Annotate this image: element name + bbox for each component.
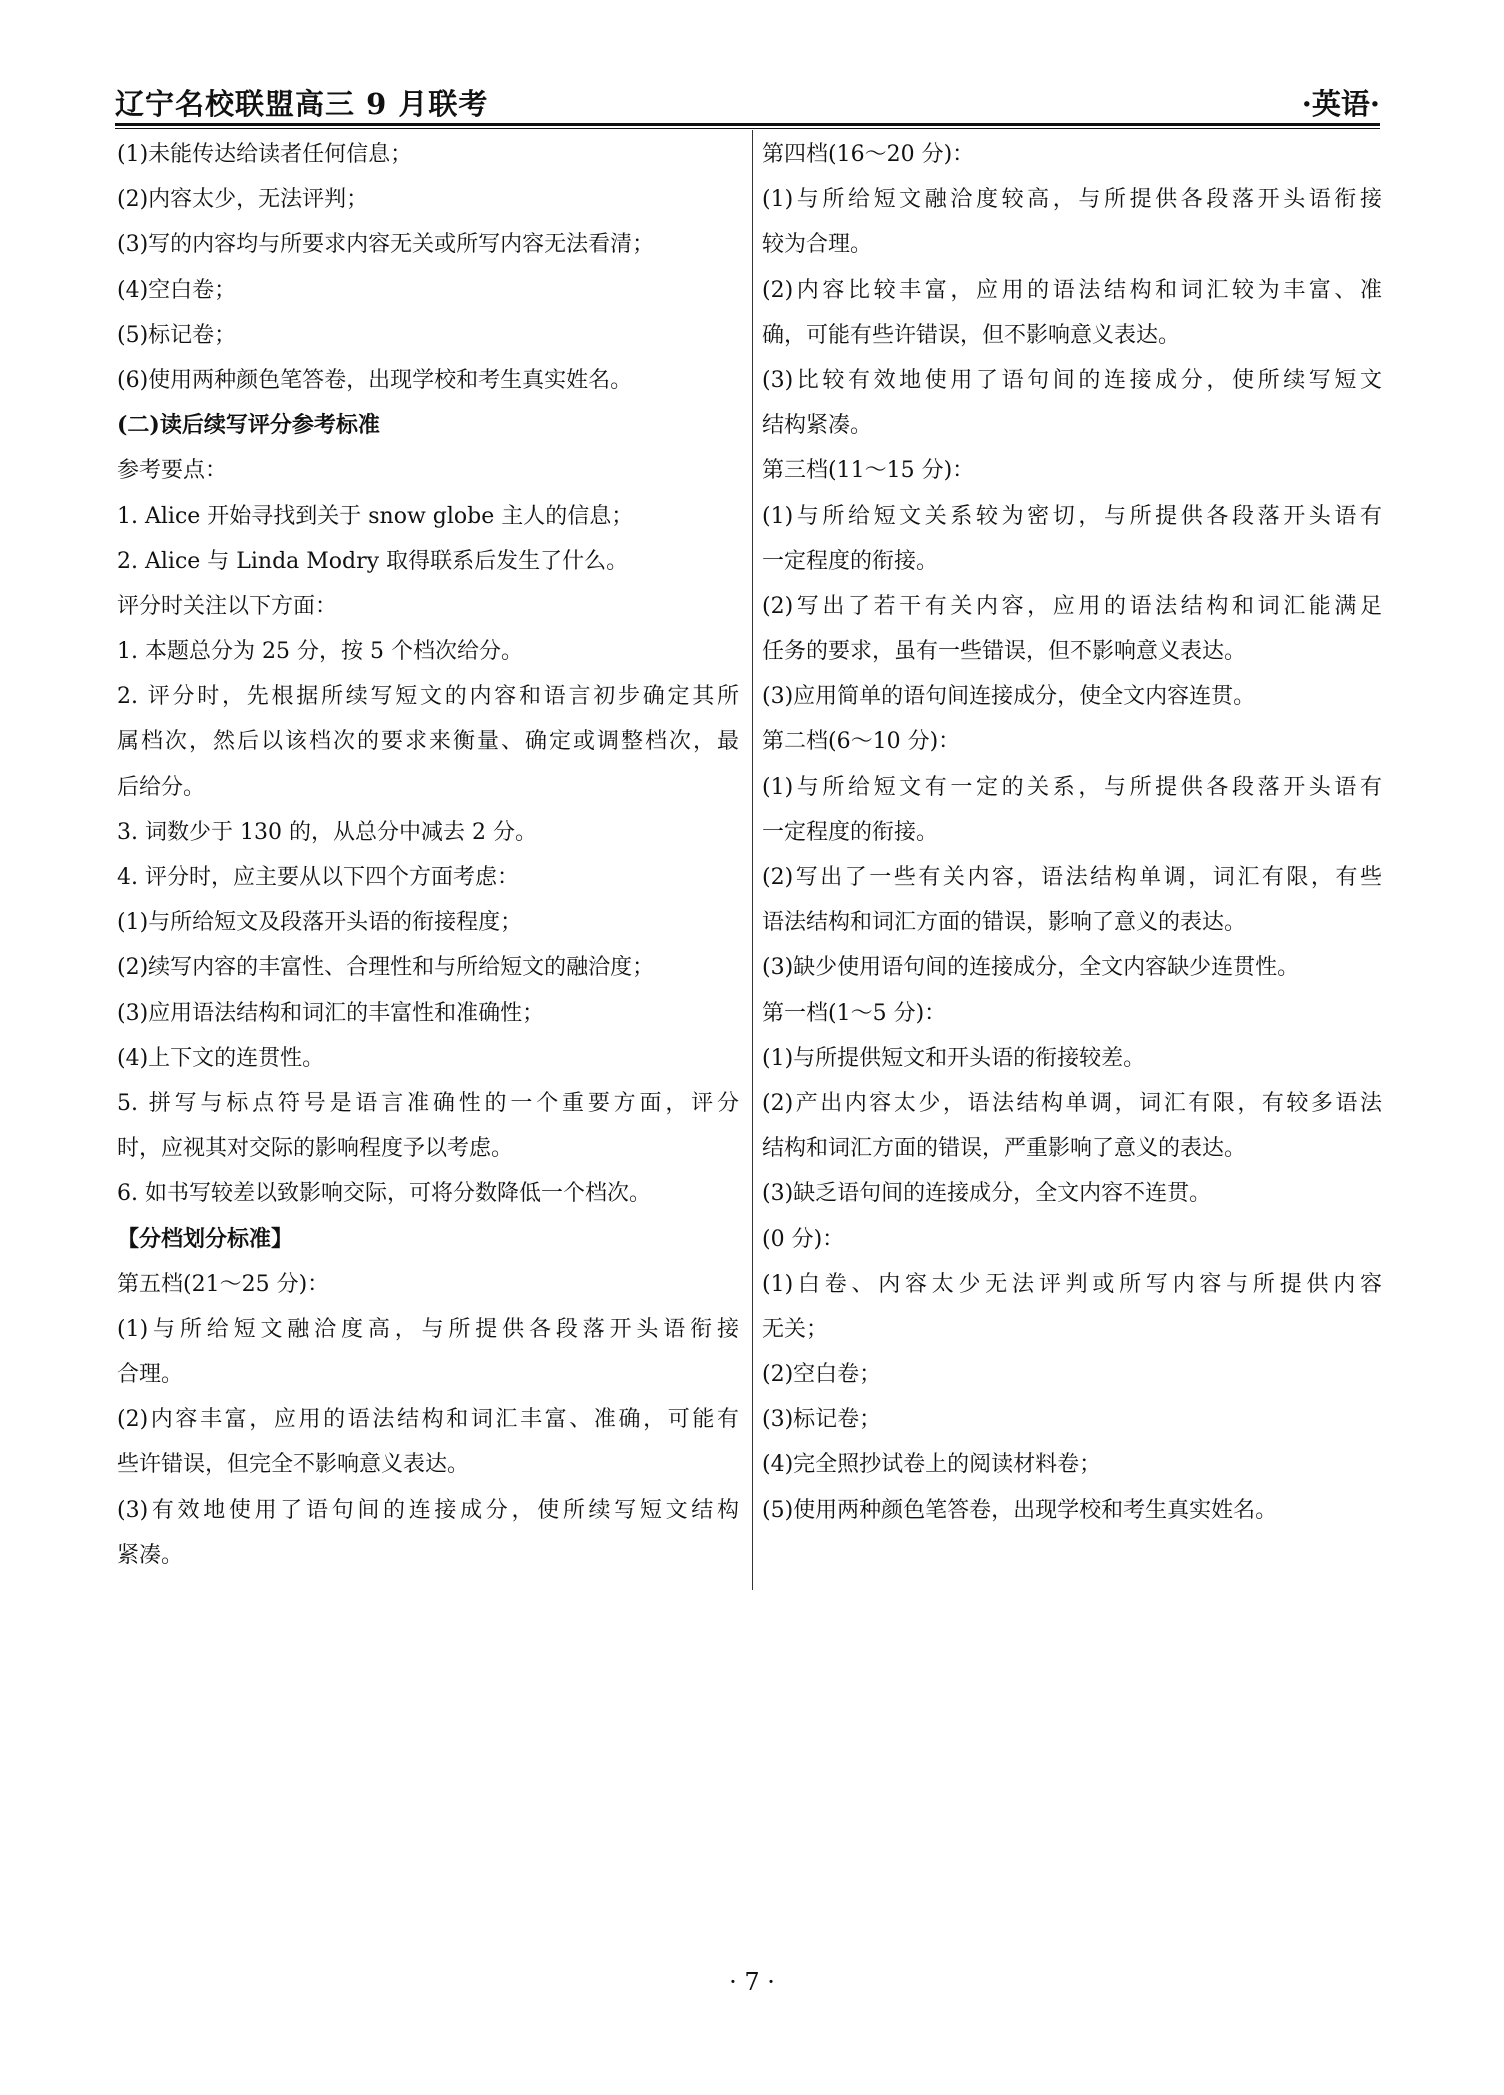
text-line: (2)续写内容的丰富性、合理性和与所给短文的融洽度； [117, 955, 655, 981]
text-line: (5)使用两种颜色笔答卷，出现学校和考生真实姓名。 [762, 1497, 1278, 1523]
text-line: 后给分。 [117, 774, 206, 800]
text-line: (1)与所给短文融洽度较高，与所提供各段落开头语衔接 [762, 187, 1382, 213]
text-line: 第一档(1～5 分)： [762, 1000, 947, 1026]
left-column [117, 132, 739, 1578]
text-line: 些许错误，但完全不影响意义表达。 [117, 1452, 470, 1478]
text-line: (2)写出了若干有关内容，应用的语法结构和词汇能满足 [762, 593, 1382, 619]
text-line: (3)应用简单的语句间连接成分，使全文内容连贯。 [762, 684, 1256, 710]
text-line: (2)内容比较丰富，应用的语法结构和词汇较为丰富、准 [762, 277, 1382, 303]
header-rule-thin [115, 128, 1380, 129]
section-heading: 【分档划分标准】 [117, 1225, 294, 1252]
text-line: (0 分)： [762, 1226, 845, 1252]
text-line: (2)写出了一些有关内容，语法结构单调，词汇有限，有些 [762, 865, 1382, 890]
text-line: 参考要点： [117, 458, 228, 484]
text-line: (2)产出内容太少，语法结构单调，词汇有限，有较多语法 [762, 1090, 1382, 1116]
text-line: (1)白卷、内容太少无法评判或所写内容与所提供内容 [762, 1271, 1382, 1297]
text-line: (2)内容太少，无法评判； [117, 187, 369, 213]
header-rule-thick [115, 123, 1380, 126]
text-line: 第五档(21～25 分)： [117, 1271, 330, 1297]
text-line: 语法结构和词汇方面的错误，影响了意义的表达。 [762, 910, 1247, 936]
text-line: (1)与所给短文关系较为密切，与所提供各段落开头语有 [762, 503, 1382, 529]
text-line: 3. 词数少于 130 的，从总分中减去 2 分。 [117, 819, 537, 845]
text-line: (3)缺少使用语句间的连接成分，全文内容缺少连贯性。 [762, 955, 1300, 981]
text-line: 结构和词汇方面的错误，严重影响了意义的表达。 [762, 1136, 1247, 1162]
text-line: (2)空白卷； [762, 1362, 882, 1388]
text-line: (4)空白卷； [117, 277, 237, 303]
text-line: 属档次，然后以该档次的要求来衡量、确定或调整档次，最 [117, 729, 739, 755]
text-line: (3)应用语法结构和词汇的丰富性和准确性； [117, 1000, 545, 1026]
text-line: (1)与所提供短文和开头语的衔接较差。 [762, 1045, 1146, 1071]
text-line: 评分时关注以下方面： [117, 593, 338, 619]
text-line: 6. 如书写较差以致影响交际，可将分数降低一个档次。 [117, 1181, 651, 1207]
text-line: (3)有效地使用了语句间的连接成分，使所续写短文结构 [117, 1497, 739, 1523]
text-line: 合理。 [117, 1362, 184, 1388]
page-header [115, 82, 1380, 122]
text-line: 第四档(16～20 分)： [762, 142, 975, 167]
text-line: 第三档(11～15 分)： [762, 458, 975, 484]
text-line: 较为合理。 [762, 232, 873, 258]
text-line: (1)与所给短文有一定的关系，与所提供各段落开头语有 [762, 774, 1382, 800]
text-line: (3)缺乏语句间的连接成分，全文内容不连贯。 [762, 1181, 1212, 1207]
text-line: (4)上下文的连贯性。 [117, 1045, 325, 1071]
page-number: · 7 · [729, 1968, 775, 1996]
text-line: 5. 拼写与标点符号是语言准确性的一个重要方面，评分 [117, 1090, 739, 1116]
exam-title: 辽宁名校联盟高三 9 月联考 [115, 87, 489, 121]
text-line: (4)完全照抄试卷上的阅读材料卷； [762, 1452, 1102, 1478]
subject-label: ·英语· [1301, 87, 1380, 121]
text-line: (1)与所给短文融洽度高，与所提供各段落开头语衔接 [117, 1316, 739, 1342]
column-divider [752, 130, 753, 1590]
section-heading: (二)读后续写评分参考标准 [117, 412, 380, 439]
text-line: (1)未能传达给读者任何信息； [117, 142, 413, 167]
text-line: 任务的要求，虽有一些错误，但不影响意义表达。 [762, 639, 1247, 665]
text-line: 第二档(6～10 分)： [762, 729, 961, 755]
text-line: 2. 评分时，先根据所续写短文的内容和语言初步确定其所 [117, 684, 739, 710]
text-line: 一定程度的衔接。 [762, 819, 939, 845]
text-line: (3)比较有效地使用了语句间的连接成分，使所续写短文 [762, 367, 1382, 393]
text-line: (2)内容丰富，应用的语法结构和词汇丰富、准确，可能有 [117, 1407, 739, 1433]
text-line: 结构紧凑。 [762, 413, 873, 439]
text-line: (3)标记卷； [762, 1407, 882, 1433]
text-line: (6)使用两种颜色笔答卷，出现学校和考生真实姓名。 [117, 367, 633, 393]
text-line: 1. Alice 开始寻找到关于 snow globe 主人的信息； [117, 503, 634, 529]
text-line: (5)标记卷； [117, 322, 237, 348]
text-line: 一定程度的衔接。 [762, 548, 939, 574]
text-line: 2. Alice 与 Linda Modry 取得联系后发生了什么。 [117, 548, 629, 574]
text-line: 无关； [762, 1316, 829, 1342]
text-line: 确，可能有些许错误，但不影响意义表达。 [762, 322, 1181, 348]
text-line: (1)与所给短文及段落开头语的衔接程度； [117, 910, 523, 936]
right-column [762, 132, 1382, 1533]
text-line: 时，应视其对交际的影响程度予以考虑。 [117, 1136, 514, 1162]
text-line: 紧凑。 [117, 1542, 184, 1568]
text-line: 1. 本题总分为 25 分，按 5 个档次给分。 [117, 639, 523, 665]
text-line: (3)写的内容均与所要求内容无关或所写内容无法看清； [117, 232, 655, 258]
text-line: 4. 评分时，应主要从以下四个方面考虑： [117, 865, 519, 890]
